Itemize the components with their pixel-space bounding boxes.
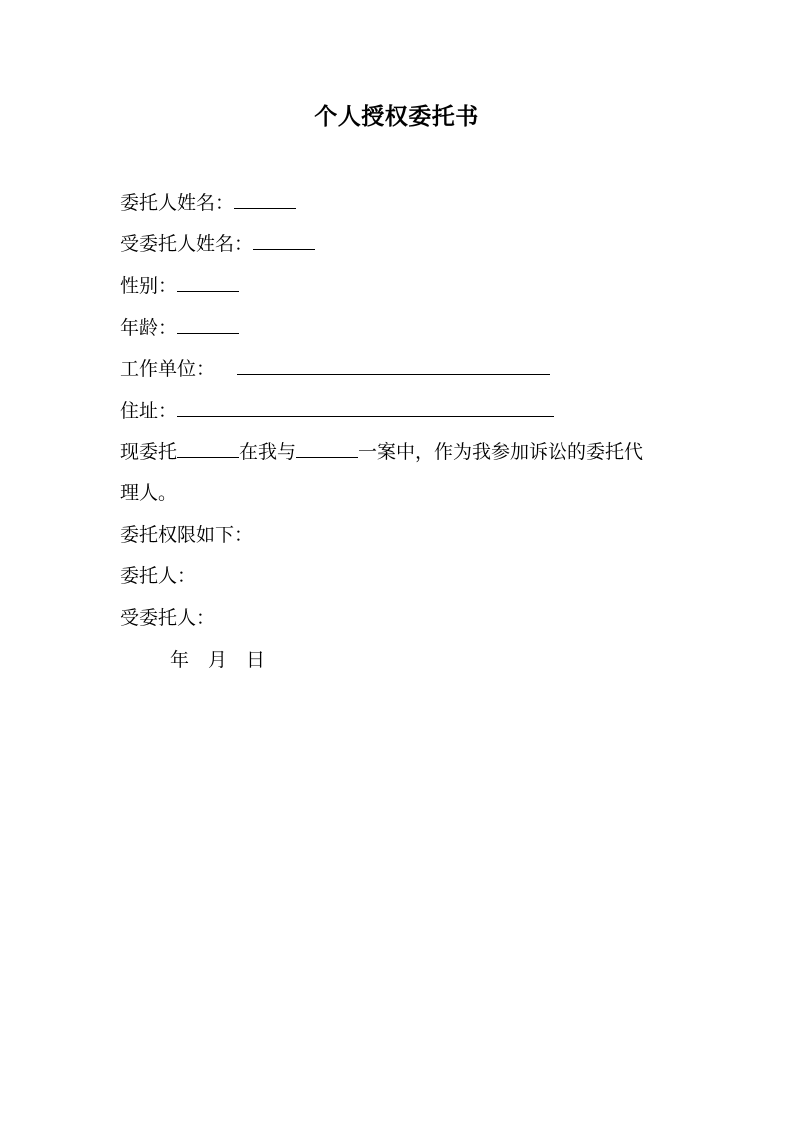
statement-part-2: 在我与 <box>239 441 297 463</box>
statement-part-1: 现委托 <box>120 441 178 463</box>
agent-signature-label: 受委托人： <box>120 607 216 629</box>
work-unit-blank[interactable] <box>237 354 550 375</box>
age-label: 年龄： <box>120 317 178 339</box>
statement-line-2-text: 理人。 <box>120 482 178 504</box>
work-unit-label: 工作单位： <box>120 358 216 380</box>
gender-row <box>120 271 239 300</box>
statement-line-2 <box>120 479 177 507</box>
document-title: 个人授权委托书 <box>314 104 479 130</box>
principal-name-row <box>120 188 296 217</box>
authority-label: 委托权限如下： <box>120 524 254 546</box>
principal-signature-row <box>120 562 196 590</box>
agent-name-label: 受委托人姓名： <box>120 233 254 255</box>
principal-name-label: 委托人姓名： <box>120 192 235 214</box>
gender-blank[interactable] <box>177 271 239 292</box>
address-blank[interactable] <box>177 396 554 417</box>
principal-name-blank[interactable] <box>234 188 296 209</box>
date-year: 年 <box>170 649 190 671</box>
address-label: 住址： <box>120 400 178 422</box>
entrusted-party-blank[interactable] <box>177 437 239 458</box>
work-unit-row <box>120 354 550 383</box>
date-day: 日 <box>246 649 266 671</box>
address-row <box>120 396 554 425</box>
statement-line-1 <box>120 437 643 466</box>
age-row <box>120 313 239 342</box>
agent-name-row <box>120 229 315 258</box>
statement-part-3: 一案中，作为我参加诉讼的委托代 <box>358 441 644 463</box>
date-month: 月 <box>208 649 228 671</box>
agent-signature-row <box>120 604 215 632</box>
age-blank[interactable] <box>177 313 239 334</box>
authority-row <box>120 521 253 549</box>
date-row <box>170 646 265 674</box>
principal-signature-label: 委托人： <box>120 565 197 587</box>
opposing-party-blank[interactable] <box>296 437 358 458</box>
gender-label: 性别： <box>120 275 178 297</box>
agent-name-blank[interactable] <box>253 229 315 250</box>
